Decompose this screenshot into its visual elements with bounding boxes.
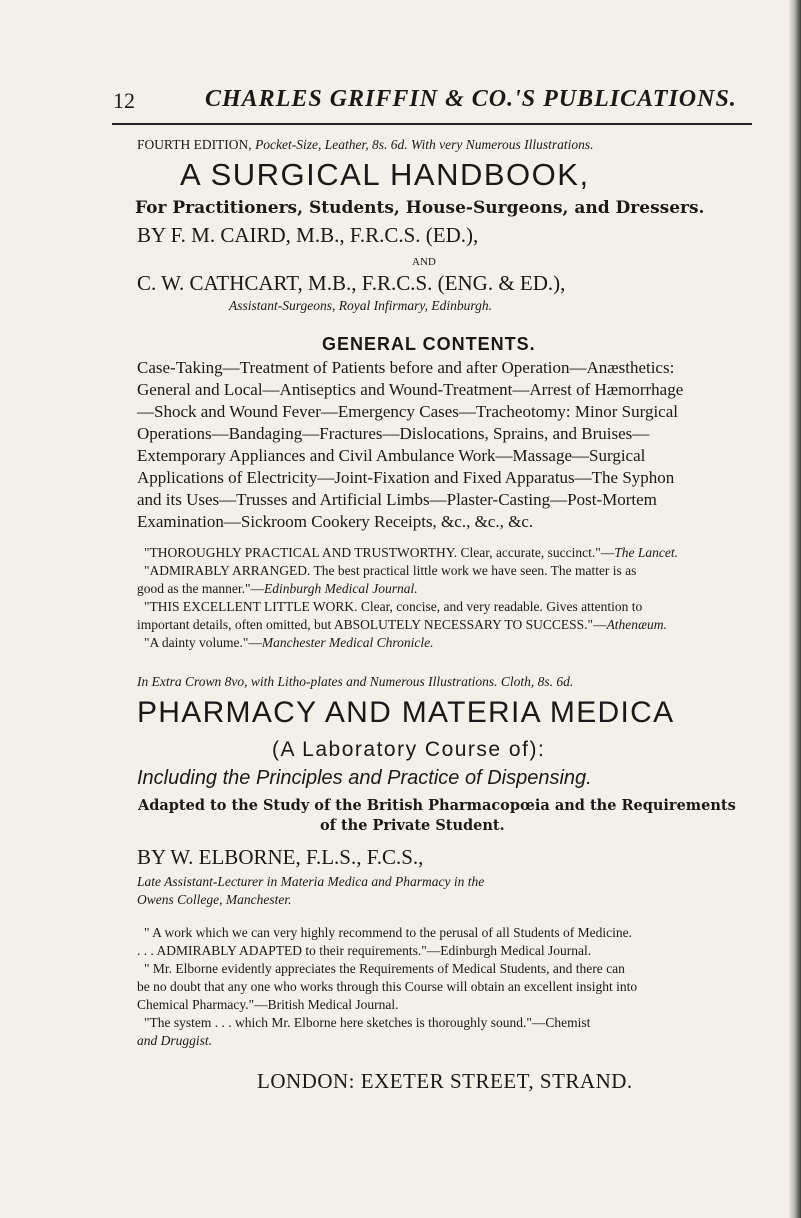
- pharmacy-review-line: " Mr. Elborne evidently appreciates the Requirements of Medical Students, and there can: [144, 961, 625, 976]
- contents-line: Operations—Bandaging—Fractures—Dislocations, Sprains, and Bruises—: [137, 424, 650, 443]
- pharmacy-including: Including the Principles and Practice of Dispensing.: [137, 767, 592, 789]
- review-quote: important details, often omitted, but ABSOLUTELY NECESSARY TO SUCCESS."—Athenæum.: [137, 617, 667, 632]
- author-line-2: C. W. CATHCART, M.B., F.R.C.S. (ENG. & ED.),: [137, 271, 566, 295]
- pharmacy-author: BY W. ELBORNE, F.L.S., F.C.S.,: [137, 845, 424, 869]
- review-quote: "ADMIRABLY ARRANGED. The best practical little work we have seen. The matter is as: [144, 563, 637, 578]
- contents-line: —Shock and Wound Fever—Emergency Cases—Tracheotomy: Minor Surgical: [137, 402, 678, 421]
- pharmacy-title: PHARMACY AND MATERIA MEDICA: [137, 696, 675, 729]
- pharmacy-adapted-line-2: of the Private Student.: [320, 817, 505, 834]
- pharmacy-adapted-line-1: Adapted to the Study of the British Pharmacopœia and the Requirements: [138, 797, 736, 814]
- contents-line: Extemporary Appliances and Civil Ambulance Work—Massage—Surgical: [137, 446, 646, 465]
- pharmacy-review-line: Chemical Pharmacy."—British Medical Journal.: [137, 997, 399, 1012]
- contents-line: and its Uses—Trusses and Artificial Limbs—Plaster-Casting—Post-Mortem: [137, 490, 657, 509]
- pharmacy-affiliation-2: Owens College, Manchester.: [137, 892, 292, 907]
- surgical-handbook-subtitle: For Practitioners, Students, House-Surgeons, and Dressers.: [135, 198, 705, 218]
- review-quote: "THOROUGHLY PRACTICAL AND TRUSTWORTHY. Clear, accurate, succinct."—The Lancet.: [144, 545, 679, 560]
- author-line-1: BY F. M. CAIRD, M.B., F.R.C.S. (ED.),: [137, 223, 479, 247]
- and-line: AND: [412, 256, 436, 268]
- contents-line: Case-Taking—Treatment of Patients before and after Operation—Anæsthetics:: [137, 358, 675, 377]
- contents-line: General and Local—Antiseptics and Wound-Treatment—Arrest of Hæmorrhage: [137, 380, 684, 399]
- pharmacy-review-line: be no doubt that any one who works through this Course will obtain an excellent insight into: [137, 979, 638, 994]
- pharmacy-review-line: and Druggist.: [137, 1033, 213, 1048]
- contents-line: Examination—Sickroom Cookery Receipts, &c., &c., &c.: [137, 512, 534, 531]
- running-title: CHARLES GRIFFIN & CO.'S PUBLICATIONS.: [205, 86, 737, 112]
- edition-line: FOURTH EDITION, Pocket-Size, Leather, 8s. 6d. With very Numerous Illustrations.: [137, 137, 594, 152]
- publisher-address: LONDON: EXETER STREET, STRAND.: [257, 1069, 633, 1093]
- page-edge-shadow: [789, 0, 801, 1218]
- contents-line: Applications of Electricity—Joint-Fixation and Fixed Apparatus—The Syphon: [137, 468, 675, 487]
- header-rule: [112, 123, 752, 125]
- pharmacy-subtitle: (A Laboratory Course of):: [272, 738, 546, 761]
- pharmacy-review-line: "The system . . . which Mr. Elborne here sketches is thoroughly sound."—Chemist: [144, 1015, 591, 1030]
- pharmacy-review-line: " A work which we can very highly recommend to the perusal of all Students of Medicine.: [144, 925, 633, 940]
- page-number: 12: [113, 88, 135, 113]
- review-quote: good as the manner."—Edinburgh Medical Journal.: [137, 581, 418, 596]
- author-affiliation: Assistant-Surgeons, Royal Infirmary, Edinburgh.: [229, 298, 492, 313]
- review-quote: "A dainty volume."—Manchester Medical Chronicle.: [144, 635, 434, 650]
- pharmacy-review-line: . . . ADMIRABLY ADAPTED to their requirements."—Edinburgh Medical Journal.: [137, 943, 592, 958]
- pharmacy-affiliation-1: Late Assistant-Lecturer in Materia Medica and Pharmacy in the: [137, 874, 485, 889]
- surgical-handbook-title: A SURGICAL HANDBOOK,: [180, 157, 590, 192]
- review-quote: "THIS EXCELLENT LITTLE WORK. Clear, concise, and very readable. Gives attention to: [144, 599, 643, 614]
- pharmacy-format-line: In Extra Crown 8vo, with Litho-plates and Numerous Illustrations. Cloth, 8s. 6d.: [137, 674, 574, 689]
- contents-heading: GENERAL CONTENTS.: [322, 334, 536, 354]
